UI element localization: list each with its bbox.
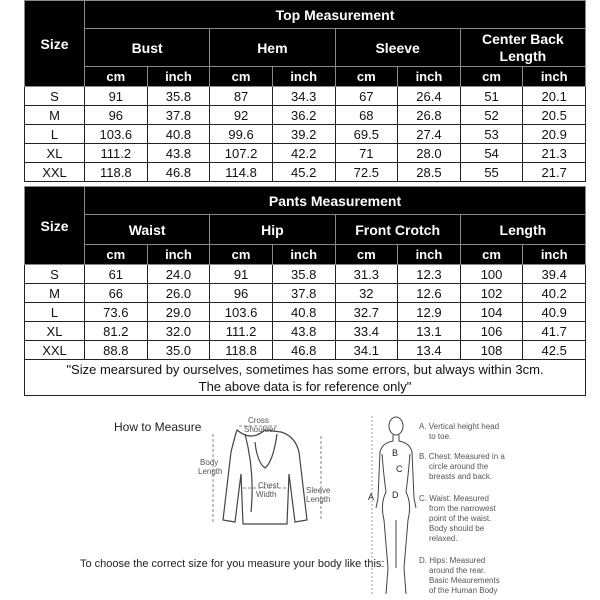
size-header: Size	[25, 187, 85, 265]
table-row	[25, 106, 586, 125]
unit-header: cm	[210, 245, 273, 265]
value-cell: 51	[460, 87, 523, 106]
value-cell: 34.1	[335, 341, 398, 360]
top-measurement-table	[24, 0, 586, 182]
group-sleeve: Sleeve	[335, 29, 460, 67]
table-row	[25, 322, 586, 341]
table-row	[25, 163, 586, 182]
value-cell: 55	[460, 163, 523, 182]
body-letter-b: B	[392, 448, 399, 458]
value-cell: 13.1	[398, 322, 461, 341]
value-cell: 111.2	[210, 322, 273, 341]
value-cell: 108	[460, 341, 523, 360]
table-row	[25, 144, 586, 163]
value-cell: 118.8	[210, 341, 273, 360]
value-cell: 33.4	[335, 322, 398, 341]
value-cell: 46.8	[272, 341, 335, 360]
value-cell: 103.6	[85, 125, 148, 144]
value-cell: 104	[460, 303, 523, 322]
value-cell: 20.5	[523, 106, 586, 125]
value-cell: 28.5	[398, 163, 461, 182]
size-header: Size	[25, 1, 85, 87]
body-figure-diagram	[368, 408, 422, 600]
group-center-back-length: Center Back Length	[460, 29, 585, 67]
value-cell: 12.9	[398, 303, 461, 322]
note-line-2: The above data is for reference only"	[198, 378, 412, 394]
value-cell: 21.3	[523, 144, 586, 163]
value-cell: 37.8	[147, 106, 210, 125]
group-bust: Bust	[85, 29, 210, 67]
size-cell: M	[25, 106, 85, 125]
label-chest: Chest	[258, 481, 279, 490]
value-cell: 12.3	[398, 265, 461, 284]
value-cell: 39.4	[523, 265, 586, 284]
value-cell: 107.2	[210, 144, 273, 163]
size-cell: XXL	[25, 341, 85, 360]
legend-d: D. Hips: Measured around the rear. Basic Meaurements of the Human Body	[419, 556, 500, 595]
value-cell: 53	[460, 125, 523, 144]
label-sleeve-length: Length	[306, 495, 331, 504]
value-cell: 32	[335, 284, 398, 303]
value-cell: 66	[85, 284, 148, 303]
value-cell: 103.6	[210, 303, 273, 322]
group-hem: Hem	[210, 29, 335, 67]
value-cell: 40.8	[147, 125, 210, 144]
value-cell: 26.8	[398, 106, 461, 125]
value-cell: 42.5	[523, 341, 586, 360]
value-cell: 92	[210, 106, 273, 125]
value-cell: 72.5	[335, 163, 398, 182]
group-hip: Hip	[210, 215, 335, 245]
top-title: Top Measurement	[85, 1, 586, 29]
value-cell: 36.2	[272, 106, 335, 125]
table-row	[25, 265, 586, 284]
unit-header: cm	[460, 245, 523, 265]
size-cell: XL	[25, 322, 85, 341]
value-cell: 99.6	[210, 125, 273, 144]
legend-a: A. Vertical height head to toe.	[419, 422, 500, 441]
group-waist: Waist	[85, 215, 210, 245]
body-letter-c: C	[396, 464, 403, 474]
unit-header: cm	[85, 67, 148, 87]
size-cell: S	[25, 265, 85, 284]
value-cell: 32.7	[335, 303, 398, 322]
value-cell: 67	[335, 87, 398, 106]
unit-header: inch	[523, 245, 586, 265]
table-row	[25, 303, 586, 322]
how-to-measure-section	[0, 404, 600, 600]
label-body-length: Length	[198, 467, 223, 476]
value-cell: 102	[460, 284, 523, 303]
value-cell: 20.1	[523, 87, 586, 106]
value-cell: 81.2	[85, 322, 148, 341]
unit-header: inch	[398, 245, 461, 265]
size-cell: L	[25, 303, 85, 322]
value-cell: 73.6	[85, 303, 148, 322]
value-cell: 26.0	[147, 284, 210, 303]
unit-header: inch	[147, 67, 210, 87]
value-cell: 35.8	[147, 87, 210, 106]
value-cell: 52	[460, 106, 523, 125]
pants-measurement-table	[24, 186, 586, 396]
group-front-crotch: Front Crotch	[335, 215, 460, 245]
value-cell: 106	[460, 322, 523, 341]
size-cell: L	[25, 125, 85, 144]
value-cell: 34.3	[272, 87, 335, 106]
value-cell: 46.8	[147, 163, 210, 182]
value-cell: 61	[85, 265, 148, 284]
reference-note	[25, 360, 586, 396]
value-cell: 68	[335, 106, 398, 125]
unit-header: cm	[85, 245, 148, 265]
value-cell: 43.8	[272, 322, 335, 341]
value-cell: 27.4	[398, 125, 461, 144]
value-cell: 24.0	[147, 265, 210, 284]
choose-size-text: To choose the correct size for you measure your body like this:	[80, 558, 385, 570]
unit-header: cm	[335, 67, 398, 87]
value-cell: 111.2	[85, 144, 148, 163]
value-cell: 12.6	[398, 284, 461, 303]
value-cell: 43.8	[147, 144, 210, 163]
value-cell: 114.8	[210, 163, 273, 182]
unit-header: inch	[398, 67, 461, 87]
value-cell: 71	[335, 144, 398, 163]
label-body: Body	[200, 458, 219, 467]
table-row	[25, 341, 586, 360]
value-cell: 35.0	[147, 341, 210, 360]
value-cell: 40.8	[272, 303, 335, 322]
value-cell: 35.8	[272, 265, 335, 284]
value-cell: 69.5	[335, 125, 398, 144]
label-width: Width	[256, 490, 277, 499]
unit-header: inch	[523, 67, 586, 87]
value-cell: 91	[85, 87, 148, 106]
table-row	[25, 125, 586, 144]
value-cell: 45.2	[272, 163, 335, 182]
value-cell: 118.8	[85, 163, 148, 182]
value-cell: 96	[210, 284, 273, 303]
legend-b: B. Chest: Measured in a circle around the breasts and back.	[419, 452, 505, 481]
size-cell: M	[25, 284, 85, 303]
value-cell: 32.0	[147, 322, 210, 341]
legend-c: C. Waist: Measured from the narrowest point of the waist. Body should be relaxed.	[419, 494, 496, 543]
body-letter-d: D	[392, 490, 399, 500]
value-cell: 41.7	[523, 322, 586, 341]
size-cell: XXL	[25, 163, 85, 182]
unit-header: inch	[272, 67, 335, 87]
value-cell: 40.2	[523, 284, 586, 303]
value-cell: 40.9	[523, 303, 586, 322]
label-cross: Cross	[248, 416, 269, 425]
value-cell: 42.2	[272, 144, 335, 163]
table-row	[25, 87, 586, 106]
value-cell: 21.7	[523, 163, 586, 182]
value-cell: 39.2	[272, 125, 335, 144]
unit-header: inch	[147, 245, 210, 265]
size-cell: S	[25, 87, 85, 106]
unit-header: cm	[460, 67, 523, 87]
value-cell: 54	[460, 144, 523, 163]
unit-header: inch	[272, 245, 335, 265]
value-cell: 91	[210, 265, 273, 284]
label-shoulder: Shoulder	[244, 425, 277, 434]
pants-title: Pants Measurement	[85, 187, 586, 215]
unit-header: cm	[335, 245, 398, 265]
value-cell: 13.4	[398, 341, 461, 360]
value-cell: 87	[210, 87, 273, 106]
unit-header: cm	[210, 67, 273, 87]
value-cell: 20.9	[523, 125, 586, 144]
value-cell: 31.3	[335, 265, 398, 284]
value-cell: 29.0	[147, 303, 210, 322]
value-cell: 28.0	[398, 144, 461, 163]
group-length: Length	[460, 215, 585, 245]
value-cell: 88.8	[85, 341, 148, 360]
value-cell: 26.4	[398, 87, 461, 106]
value-cell: 100	[460, 265, 523, 284]
value-cell: 37.8	[272, 284, 335, 303]
body-letter-a: A	[368, 492, 375, 502]
table-row	[25, 284, 586, 303]
label-sleeve: Sleeve	[306, 486, 331, 495]
note-line-1: "Size mearsured by ourselves, sometimes has some errors, but always within 3cm.	[66, 361, 544, 377]
size-cell: XL	[25, 144, 85, 163]
value-cell: 96	[85, 106, 148, 125]
how-to-measure-title: How to Measure	[114, 420, 202, 434]
